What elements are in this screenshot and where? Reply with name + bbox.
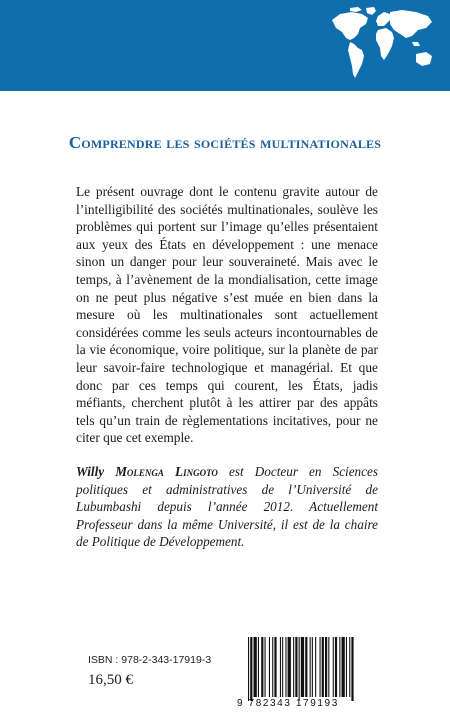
price-label: 16,50 € xyxy=(88,672,133,688)
barcode-bar xyxy=(342,637,345,697)
barcode-bar xyxy=(349,637,350,697)
barcode-bar xyxy=(312,637,313,697)
barcode-bar xyxy=(261,637,263,697)
barcode-bar xyxy=(328,637,329,697)
barcode-bar xyxy=(315,637,316,697)
barcode-bar xyxy=(351,637,353,701)
barcode-bar xyxy=(310,637,311,697)
barcode-digits: 9 782343 179193 xyxy=(237,698,339,709)
barcode-bar xyxy=(295,637,297,697)
barcode-bar xyxy=(282,637,283,697)
world-map-icon xyxy=(328,6,436,84)
barcode-bar xyxy=(280,637,281,697)
barcode-bar xyxy=(299,637,300,701)
author-bio: Willy Molenga Lingoto est Docteur en Sciences politiques et administratives de l’Université de Lubumbashi depuis l’année 2012. Actuellement Professeur dans la même Université, il est de la chaire de Politique de Développement. xyxy=(76,464,378,550)
barcode-bar xyxy=(339,637,340,697)
barcode-bar xyxy=(333,637,334,697)
book-summary: Le présent ouvrage dont le contenu gravite autour de l’intelligibilité des sociétés multinationales, soulève les problèmes qui portent sur l’image qu’elles présentaient aux yeux des États en développement : une menace sinon un danger pour leur souveraineté. Mais avec le temps, à l’avènement de la mondialisation, cette image on ne peut plus négative s’est muée en bien dans la mesure où les multinationales sont actuellement considérées comme les seuls acteurs incontournables de la vie économique, voire politique, sur la planète de par leur savoir-faire technologique et managérial. Et que donc par ces temps qui courent, les États, jadis méfiants, cherchent plutôt à les attirer par des appâts tels qu’un train de règlementations incitatives, pour ne citer que cet exemple. xyxy=(76,184,378,446)
barcode-bar xyxy=(265,637,266,697)
barcode-bar xyxy=(274,637,276,697)
barcode-bar xyxy=(258,637,259,697)
author-name: Willy Molenga Lingoto xyxy=(76,464,218,479)
barcode-bar xyxy=(285,637,286,697)
barcode-bar xyxy=(272,637,273,697)
barcode-bar xyxy=(288,637,291,697)
barcode-bar xyxy=(346,637,347,697)
barcode-bar xyxy=(293,637,294,697)
barcode-bar xyxy=(301,637,304,697)
barcode-bar xyxy=(305,637,307,697)
barcode-bar xyxy=(269,637,270,697)
book-title: Comprendre les sociétés multinationales xyxy=(68,133,382,152)
isbn-label: ISBN : 978-2-343-17919-3 xyxy=(88,654,212,666)
barcode-bar xyxy=(250,637,252,701)
barcode-bar xyxy=(320,637,321,697)
barcode-bar xyxy=(254,637,257,697)
barcode-bar xyxy=(322,637,324,697)
barcode-bar xyxy=(325,637,327,697)
barcode-icon xyxy=(246,637,392,701)
barcode-bar xyxy=(335,637,337,697)
barcode-bar xyxy=(248,637,249,701)
top-color-band xyxy=(0,0,450,91)
